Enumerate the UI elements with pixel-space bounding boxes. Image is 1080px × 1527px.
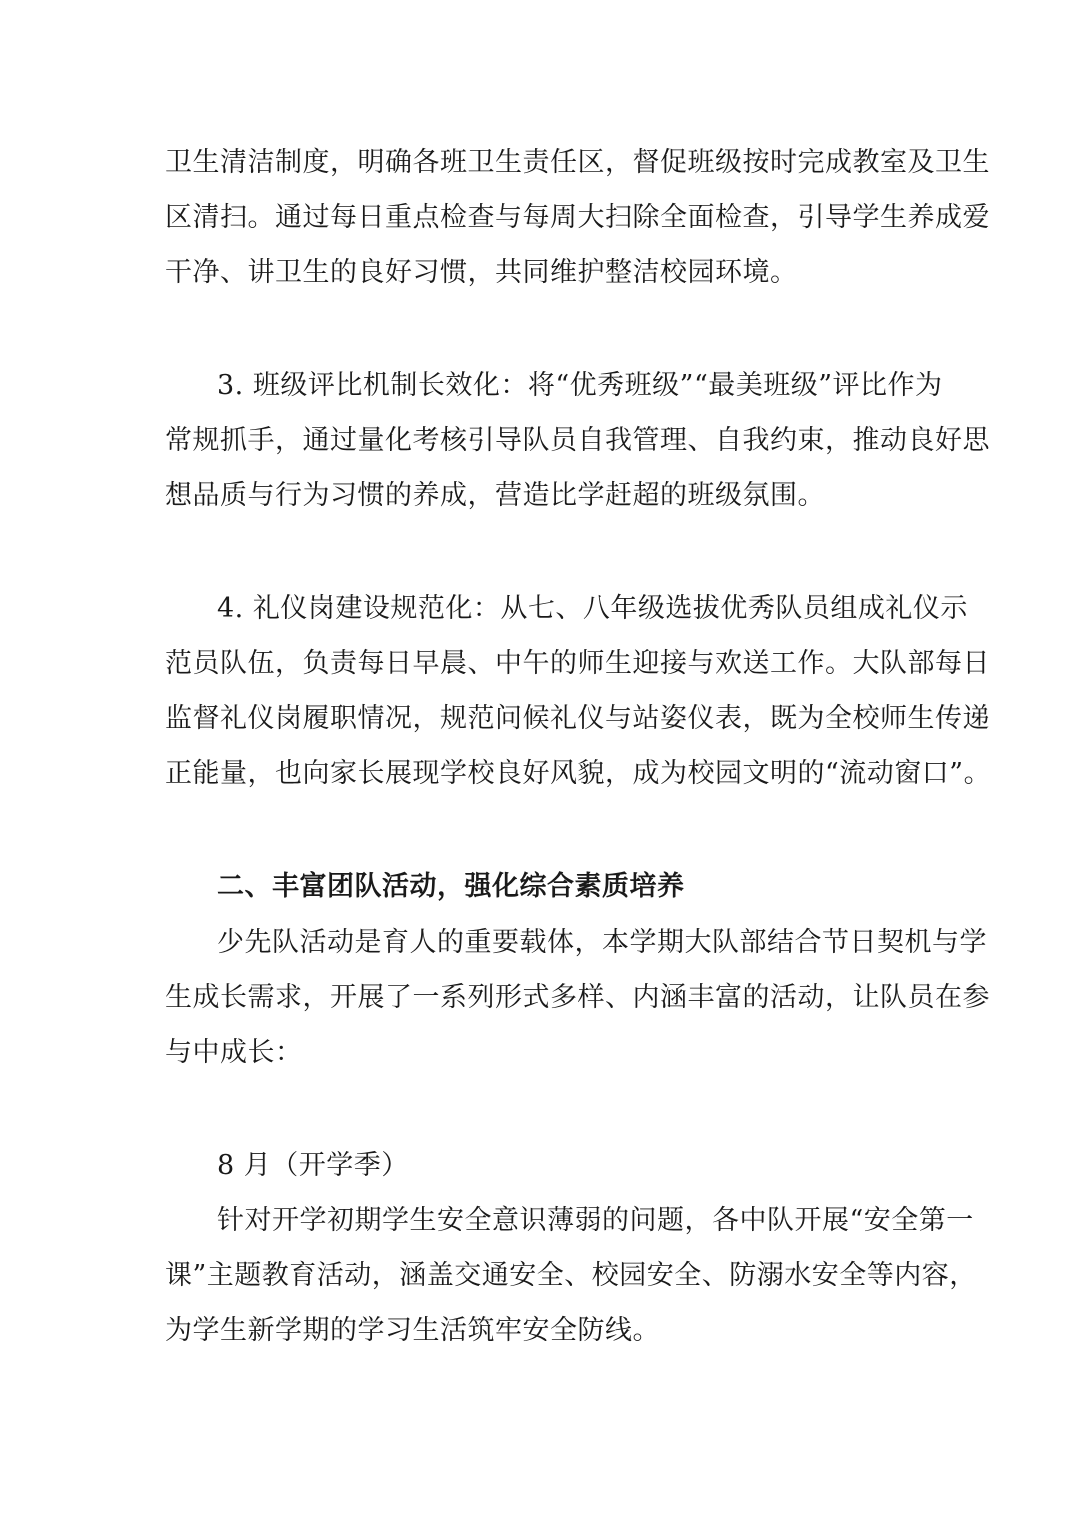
list-item-4-line: 4. 礼仪岗建设规范化：从七、八年级选拔优秀队员组成礼仪示 [217, 593, 968, 624]
paragraph-line: 范员队伍，负责每日早晨、中午的师生迎接与欢送工作。大队部每日 [165, 648, 990, 679]
paragraph-line: 与中成长： [165, 1037, 303, 1068]
paragraph-line: 想品质与行为习惯的养成，营造比学赶超的班级氛围。 [165, 480, 825, 511]
paragraph-line: 正能量，也向家长展现学校良好风貌，成为校园文明的“流动窗口”。 [165, 758, 992, 789]
paragraph-line: 卫生清洁制度，明确各班卫生责任区，督促班级按时完成教室及卫生 [165, 147, 990, 178]
paragraph-line: 少先队活动是育人的重要载体，本学期大队部结合节日契机与学 [217, 927, 987, 958]
paragraph-line: 生成长需求，开展了一系列形式多样、内涵丰富的活动，让队员在参 [165, 982, 990, 1013]
paragraph-line: 针对开学初期学生安全意识薄弱的问题，各中队开展“安全第一 [217, 1205, 974, 1236]
paragraph-line: 课”主题教育活动，涵盖交通安全、校园安全、防溺水安全等内容， [165, 1260, 977, 1291]
paragraph-line: 常规抓手，通过量化考核引导队员自我管理、自我约束，推动良好思 [165, 425, 990, 456]
subheading-month: 8 月（开学季） [217, 1150, 409, 1181]
paragraph-line: 监督礼仪岗履职情况，规范问候礼仪与站姿仪表，既为全校师生传递 [165, 703, 990, 734]
section-heading: 二、丰富团队活动，强化综合素质培养 [217, 871, 685, 902]
paragraph-line: 干净、讲卫生的良好习惯，共同维护整洁校园环境。 [165, 257, 798, 288]
paragraph-line: 为学生新学期的学习生活筑牢安全防线。 [165, 1315, 660, 1346]
list-item-3-line: 3. 班级评比机制长效化：将“优秀班级”“最美班级”评比作为 [217, 370, 943, 401]
paragraph-line: 区清扫。通过每日重点检查与每周大扫除全面检查，引导学生养成爱 [165, 202, 990, 233]
